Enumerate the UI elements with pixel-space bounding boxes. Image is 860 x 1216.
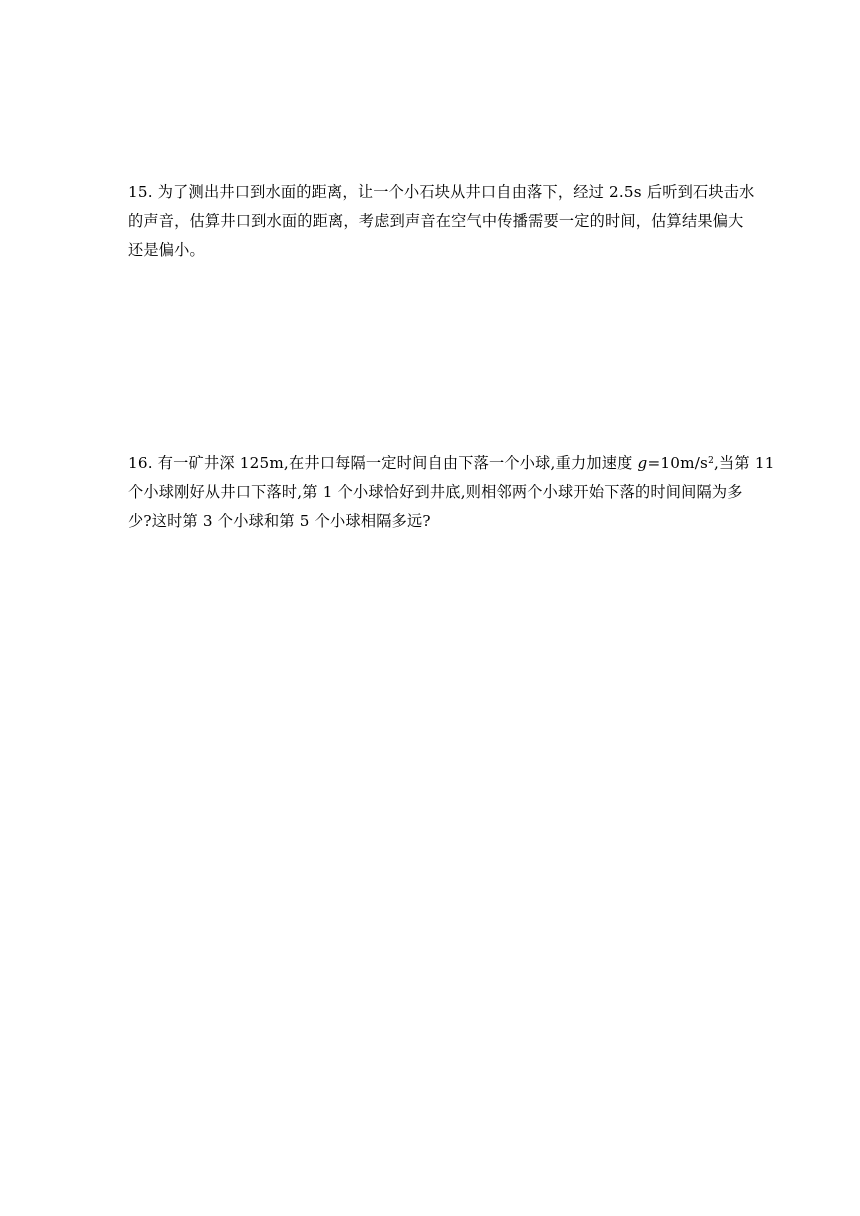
question-16-line-2: 个小球刚好从井口下落时,第 1 个小球恰好到井底,则相邻两个小球开始下落的时间间隔为多: [128, 483, 743, 501]
gravity-value: =10m/s: [647, 454, 709, 472]
question-15-line-2: 的声音，估算井口到水面的距离，考虑到声音在空气中传播需要一定的时间，估算结果偏大: [128, 212, 744, 230]
question-16-line-1-tail: ,当第 11: [714, 454, 775, 472]
question-16-line-1: [128, 449, 775, 478]
question-15: [128, 178, 755, 265]
question-16-line-1-text: 16. 有一矿井深 125m,在井口每隔一定时间自由下落一个小球,重力加速度: [128, 454, 638, 472]
question-16: [128, 449, 775, 536]
gravity-variable: g: [637, 454, 648, 472]
question-15-line-1: 15. 为了测出井口到水面的距离，让一个小石块从井口自由落下，经过 2.5s 后听到石块击水: [128, 183, 755, 201]
question-16-line-3: 少?这时第 3 个小球和第 5 个小球相隔多远?: [128, 512, 431, 530]
exponent: 2: [708, 456, 714, 466]
question-15-line-3: 还是偏小。: [128, 241, 205, 259]
